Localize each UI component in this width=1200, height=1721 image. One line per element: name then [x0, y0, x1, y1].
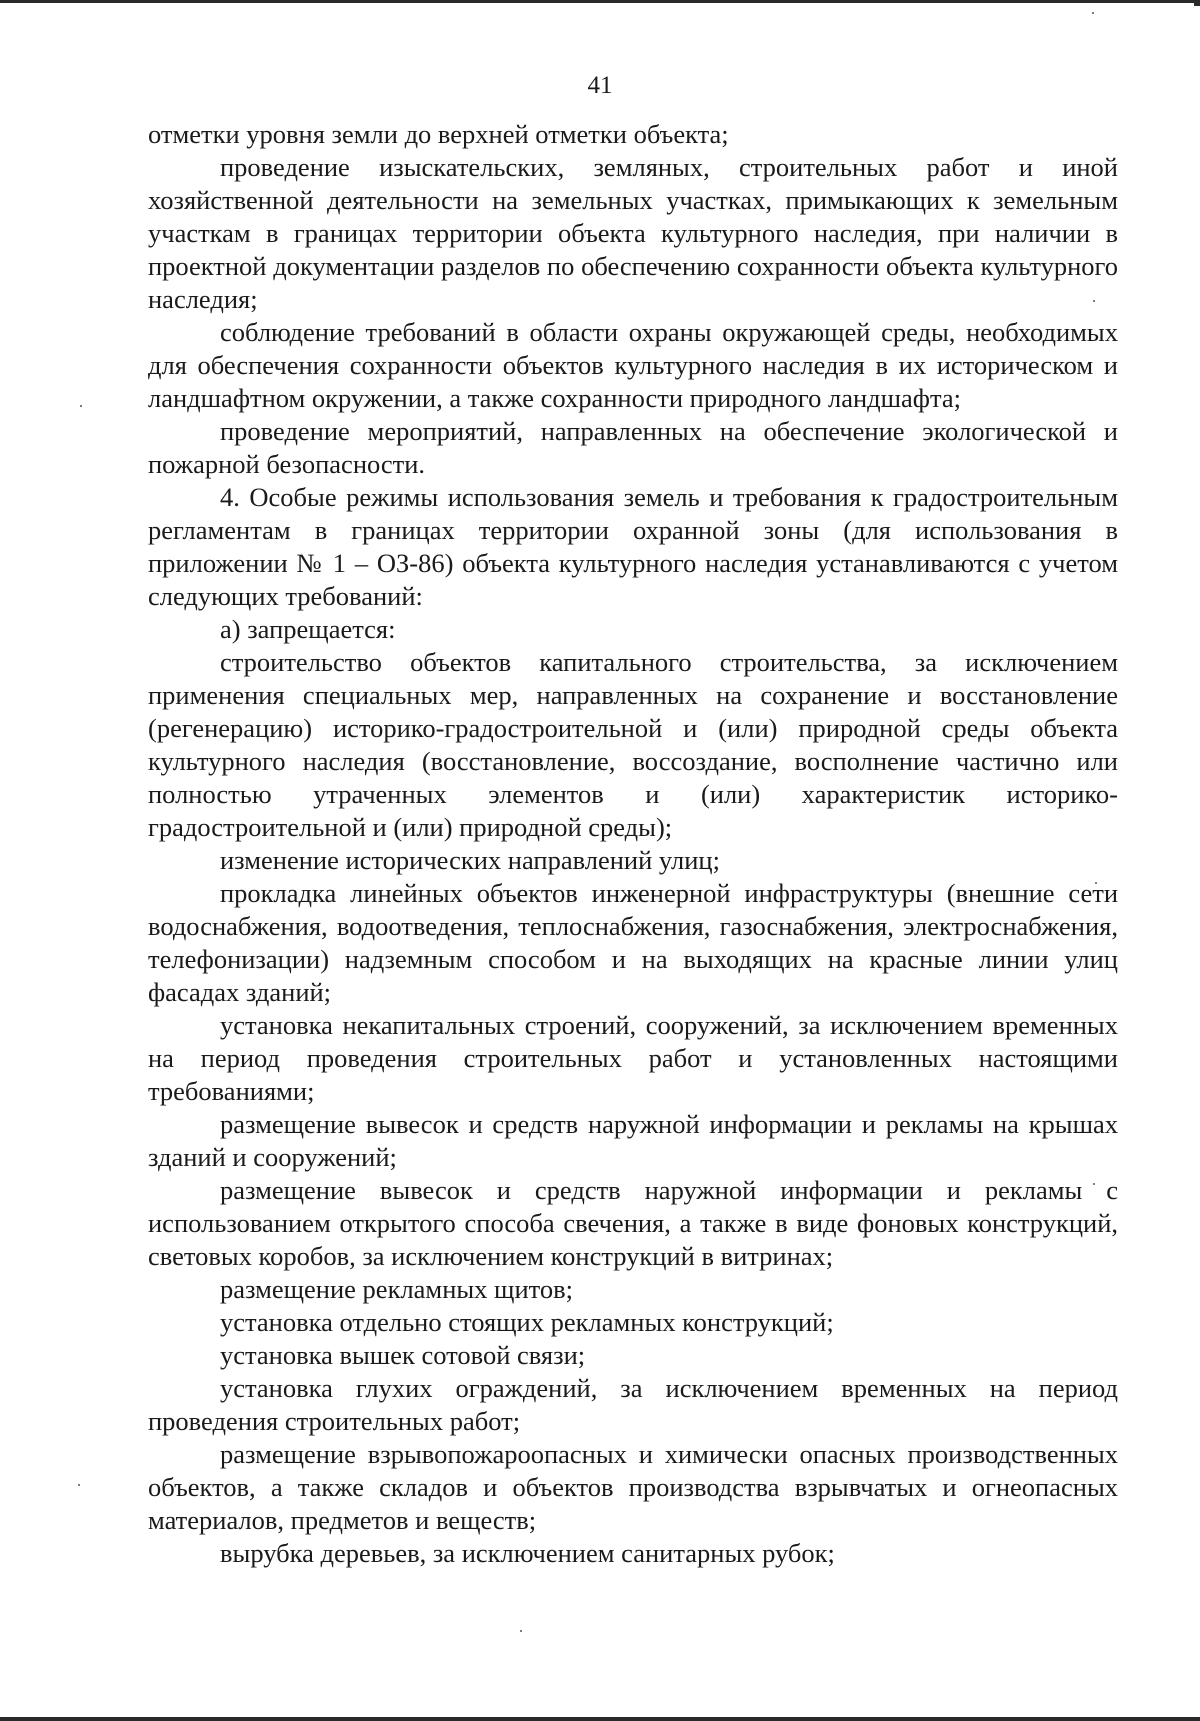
scan-edge-bottom [0, 1717, 1200, 1721]
page-number: 41 [587, 72, 613, 99]
paragraph: установка глухих ограждений, за исключением временных на период проведения строительных работ; [148, 1373, 1118, 1436]
scan-speck [80, 405, 82, 407]
paragraph: отметки уровня земли до верхней отметки объекта; [148, 119, 729, 149]
paragraph: прокладка линейных объектов инженерной инфраструктуры (внешние сети водоснабжения, водоотведения, теплоснабжения, газоснабжения, электроснабжения, телефонизации) надземным способом и на выходящих на красные линии улиц фасадах зданий; [148, 878, 1118, 1007]
scan-speck [78, 1484, 80, 1486]
paragraph: 4. Особые режимы использования земель и требования к градостроительным регламентам в границах территории охранной зоны (для использования в приложении № 1 – ОЗ-86) объекта культурного наследия устанавливаются с учетом следующих требований: [148, 482, 1118, 611]
paragraph: установка отдельно стоящих рекламных конструкций; [220, 1307, 834, 1337]
paragraph: проведение изыскательских, земляных, строительных работ и иной хозяйственной деятельности на земельных участках, примыкающих к земельным участкам в границах территории объекта культурного наследия, при наличии в проектной документации разделов по обеспечению сохранности объекта культурного наследия; [148, 152, 1118, 314]
paragraph: проведение мероприятий, направленных на обеспечение экологической и пожарной безопасности. [148, 416, 1118, 479]
document-body [148, 118, 1118, 1570]
paragraph: установка некапитальных строений, сооружений, за исключением временных на период проведения строительных работ и установленных настоящими требованиями; [148, 1010, 1118, 1106]
paragraph: размещение рекламных щитов; [220, 1274, 574, 1304]
scan-corner-mark [1194, 0, 1200, 6]
paragraph: размещение вывесок и средств наружной информации и рекламы на крышах зданий и сооружений; [148, 1109, 1118, 1172]
paragraph: а) запрещается: [220, 614, 396, 644]
paragraph: строительство объектов капитального строительства, за исключением применения специальных мер, направленных на сохранение и восстановление (регенерацию) историко-градостроительной и (или) природной среды объекта культурного наследия (восстановление, воссоздание, восполнение частично или полностью утраченных элементов и (или) характеристик историко-градостроительной и (или) природной среды); [148, 647, 1118, 842]
scan-speck [1092, 12, 1094, 14]
paragraph: размещение вывесок и средств наружной информации и рекламы с использованием открытого способа свечения, а также в виде фоновых конструкций, световых коробов, за исключением конструкций в витринах; [148, 1175, 1118, 1271]
scan-edge-top [0, 0, 1200, 3]
paragraph: вырубка деревьев, за исключением санитарных рубок; [220, 1538, 835, 1568]
paragraph: установка вышек сотовой связи; [220, 1340, 586, 1370]
paragraph: соблюдение требований в области охраны окружающей среды, необходимых для обеспечения сохранности объектов культурного наследия в их историческом и ландшафтном окружении, а также сохранности природного ландшафта; [148, 317, 1118, 413]
paragraph: изменение исторических направлений улиц; [220, 845, 720, 875]
scan-speck [520, 1630, 522, 1632]
paragraph: размещение взрывопожароопасных и химически опасных производственных объектов, а также складов и объектов производства взрывчатых и огнеопасных материалов, предметов и веществ; [148, 1439, 1118, 1535]
